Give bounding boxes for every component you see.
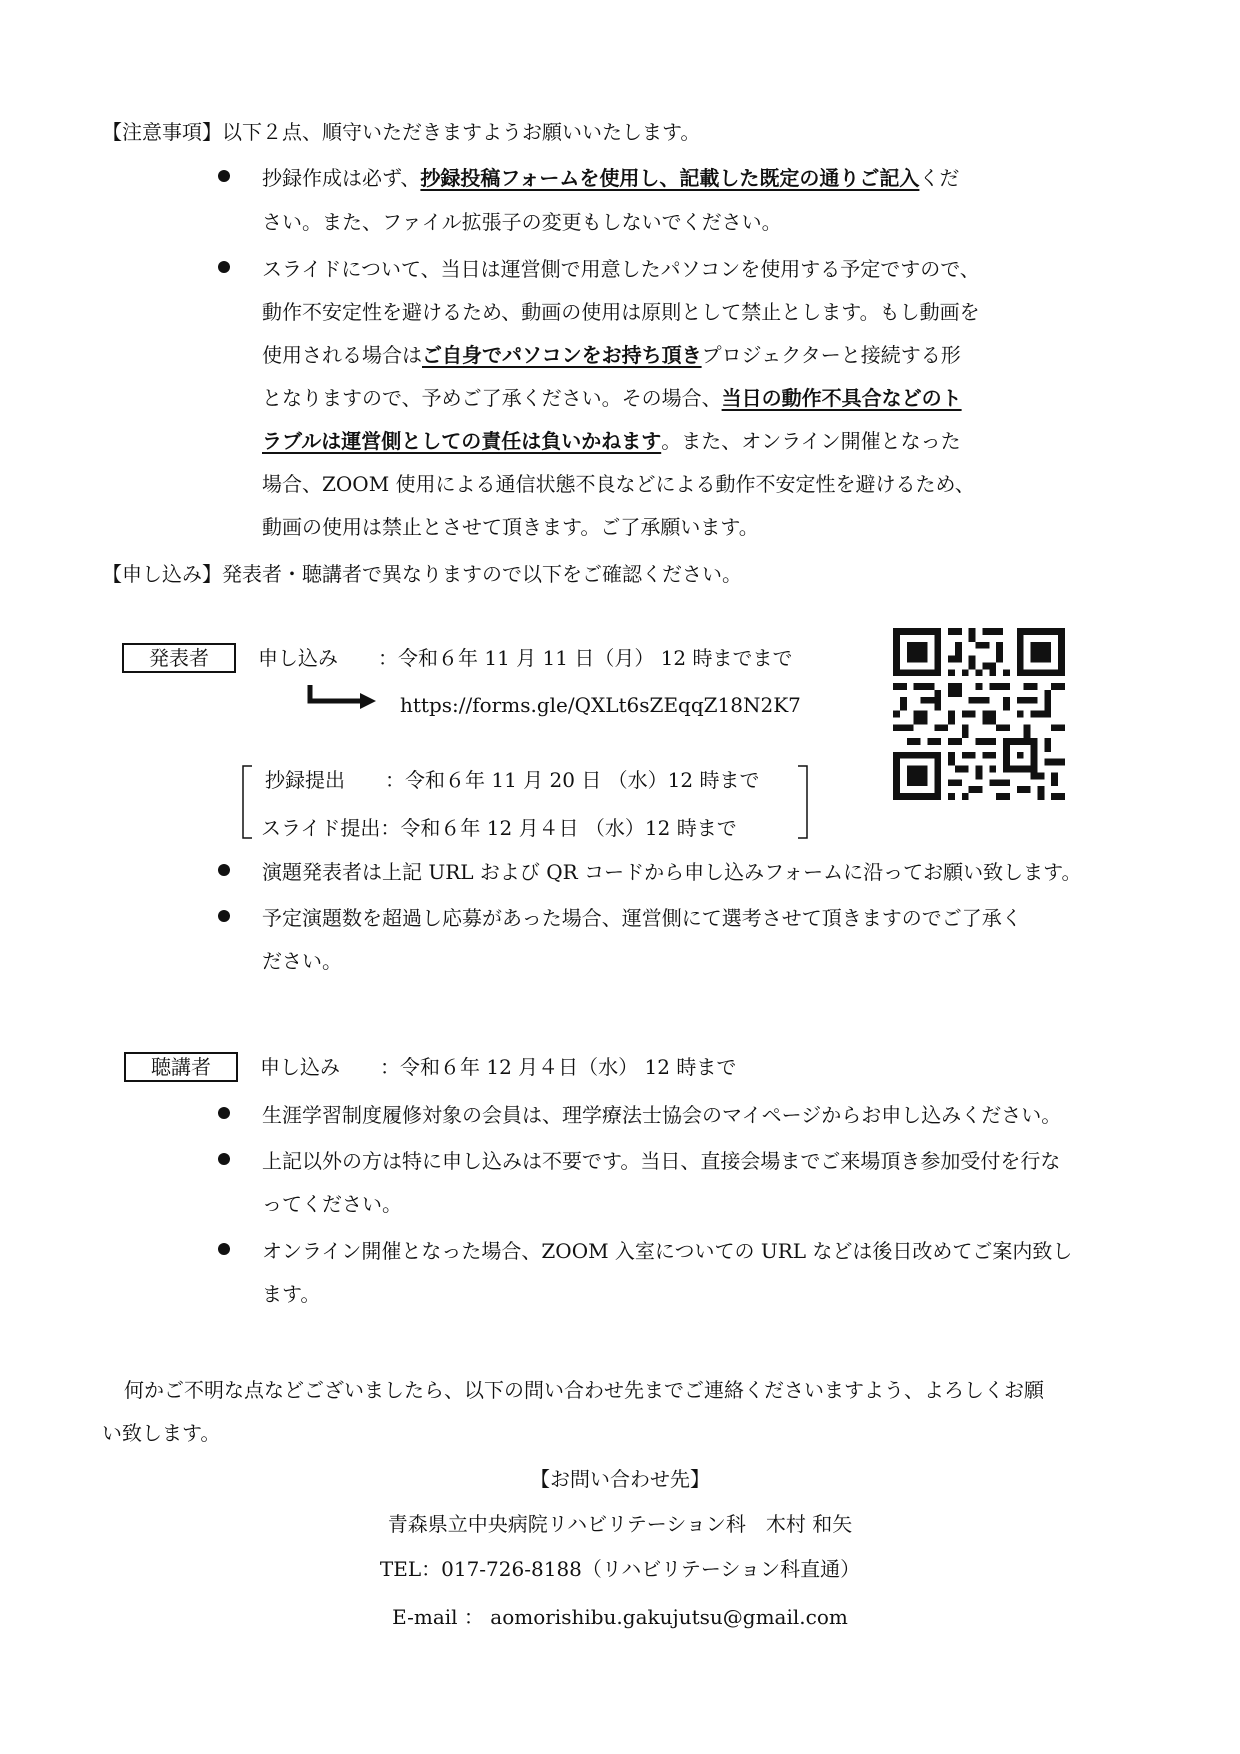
notice-item-2-line-6: 場合、ZOOM 使用による通信状態不良などによる動作不安定性を避けるため、	[262, 472, 975, 496]
audience-label-box: 聴講者	[124, 1052, 238, 1082]
bullet-icon	[218, 1107, 230, 1119]
bullet-icon	[218, 1243, 230, 1255]
audience-note-2-line-2: ってください。	[262, 1192, 402, 1216]
notice-item-1-pre: 抄録作成は必ず、	[262, 166, 421, 190]
contact-phone: TEL：017-726-8188（リハビリテーション科直通）	[379, 1557, 861, 1581]
bracket-left-icon	[240, 764, 254, 840]
arrow-right-icon	[306, 683, 378, 713]
presenter-apply-deadline: 申し込み ：令和６年 11 月 11 日（月） 12 時までまで	[258, 646, 793, 670]
bullet-icon	[218, 1153, 230, 1165]
notice-item-1-line-1	[262, 162, 959, 191]
contact-email[interactable]: E-mail ： aomorishibu.gakujutsu@gmail.com	[392, 1605, 848, 1629]
contact-heading: 【お問い合わせ先】	[530, 1467, 710, 1491]
abstract-deadline: 抄録提出 ：令和６年 11 月 20 日 （水）12 時まで	[265, 768, 760, 792]
bullet-icon	[218, 864, 230, 876]
notice-heading: 【注意事項】以下２点、順守いただきますようお願いいたします。	[102, 120, 701, 144]
notice-item-1-post: くだ	[919, 166, 960, 190]
bullet-icon	[218, 910, 230, 922]
audience-note-1: 生涯学習制度履修対象の会員は、理学療法士協会のマイページからお申し込みください。	[262, 1103, 1062, 1127]
notice-item-2-line-5	[262, 425, 961, 454]
contact-organization: 青森県立中央病院リハビリテーション科 木村 和矢	[387, 1512, 853, 1536]
bracket-right-icon	[796, 764, 810, 840]
presenter-note-1: 演題発表者は上記 URL および QR コードから申し込みフォームに沿ってお願い致します。	[262, 860, 1082, 884]
bullet-icon	[218, 261, 230, 273]
text-segment: 。また、オンライン開催となった	[661, 429, 961, 453]
text-segment: 使用される場合は	[262, 343, 422, 367]
notice-item-2-line-4	[262, 382, 962, 411]
qr-code-icon[interactable]	[893, 628, 1065, 800]
notice-item-1-emphasis: 抄録投稿フォームを使用し、記載した既定の通りご記入	[420, 166, 920, 190]
audience-apply-deadline: 申し込み ：令和６年 12 月４日（水） 12 時まで	[260, 1055, 737, 1079]
notice-item-1-line-2: さい。また、ファイル拡張子の変更もしないでください。	[262, 210, 782, 234]
notice-item-2-line-2: 動作不安定性を避けるため、動画の使用は原則として禁止とします。もし動画を	[262, 300, 980, 324]
audience-note-3-line-2: ます。	[262, 1282, 321, 1306]
text-segment: となりますので、予めご了承ください。その場合、	[262, 386, 722, 410]
slide-deadline: スライド提出：令和６年 12 月４日 （水）12 時まで	[261, 816, 737, 840]
presenter-label-box: 発表者	[122, 643, 236, 673]
closing-line-1: 何かご不明な点などございましたら、以下の問い合わせ先までご連絡くださいますよう、よろしくお願	[124, 1378, 1044, 1402]
presenter-note-2-line-1: 予定演題数を超過し応募があった場合、運営側にて選考させて頂きますのでご了承く	[262, 906, 1022, 930]
notice-item-2-line-7: 動画の使用は禁止とさせて頂きます。ご了承願います。	[262, 515, 759, 539]
text-segment: プロジェクターと接続する形	[701, 343, 961, 367]
bullet-icon	[218, 170, 230, 182]
notice-item-2-emphasis-3: ラブルは運営側としての責任は負いかねます	[262, 429, 662, 453]
notice-item-2-line-3	[262, 339, 961, 368]
notice-item-2-emphasis-2: 当日の動作不具合などのト	[721, 386, 962, 410]
audience-note-3-line-1: オンライン開催となった場合、ZOOM 入室についての URL などは後日改めてご案内致し	[262, 1239, 1073, 1263]
notice-item-2-emphasis-1: ご自身でパソコンをお持ち頂き	[422, 343, 702, 367]
presenter-form-url[interactable]: https://forms.gle/QXLt6sZEqqZ18N2K7	[400, 693, 801, 717]
presenter-note-2-line-2: ださい。	[262, 949, 342, 973]
notice-item-2-line-1: スライドについて、当日は運営側で用意したパソコンを使用する予定ですので、	[262, 257, 980, 281]
audience-note-2-line-1: 上記以外の方は特に申し込みは不要です。当日、直接会場までご来場頂き参加受付を行な	[262, 1149, 1061, 1173]
closing-line-2: い致します。	[102, 1421, 221, 1445]
application-heading: 【申し込み】発表者・聴講者で異なりますので以下をご確認ください。	[102, 562, 742, 586]
